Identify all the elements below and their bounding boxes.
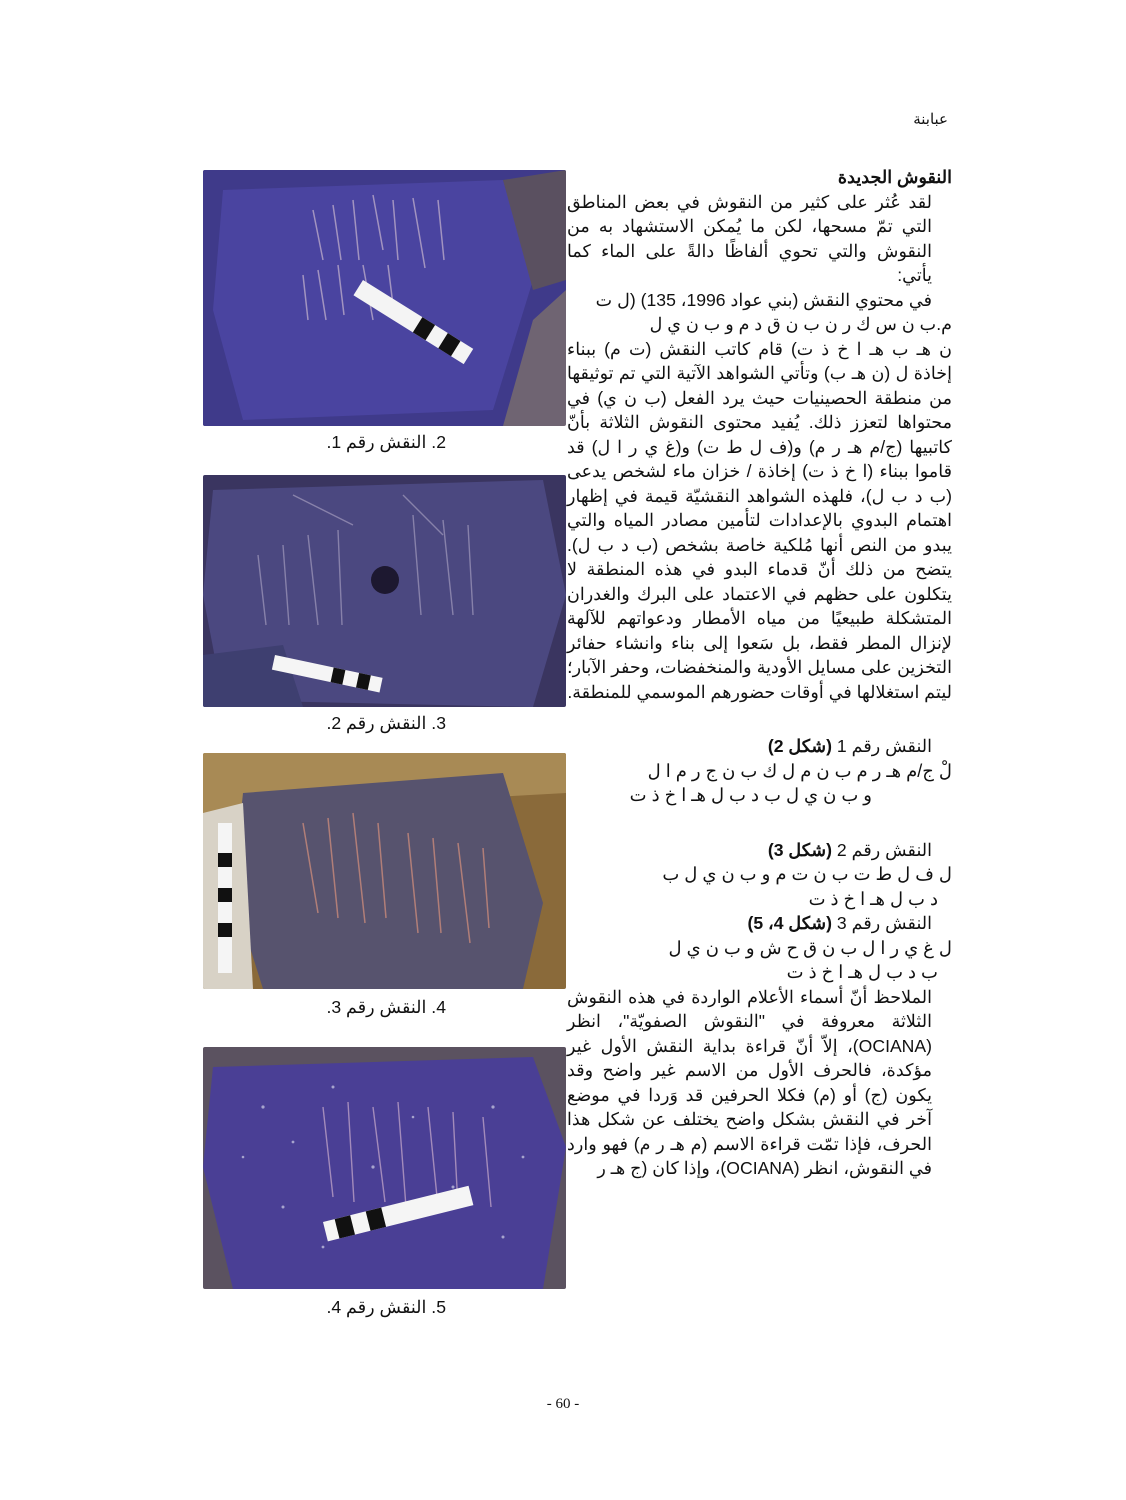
inscription-3-heading: النقش رقم 3 (شكل 4، 5): [747, 913, 932, 933]
closing-paragraph: الملاحظ أنّ أسماء الأعلام الواردة في هذه النقوش الثلاثة معروفة في "النقوش الصفويّة"، انظر (OCIANA)، إلاّ أنّ قراءة بداية النقش الأول غير مؤكدة، فالحرف الأول من الاسم غير واضح وقد يكون (ج) أو (م) فكلا الحرفين قد وَردا في موضع آخر في النقش بشكل واضح يختلف عن شكل هذا الحرف، فإذا تمّت قراءة الاسم (م هـ ر م) فهو وارد في النقوش، انظر (OCIANA)، وإذا كان (ج هـ ر: [567, 986, 932, 1178]
figure-photo-4: [203, 1047, 566, 1289]
section-title: النقوش الجديدة: [837, 167, 952, 187]
figure-photo-3: [203, 753, 566, 989]
paragraph-2-start: في محتوي النقش (بني عواد 1996، 135) (ل ت: [595, 289, 932, 310]
figure-caption-1: 2. النقش رقم 1.: [326, 432, 446, 452]
article-text-column: [567, 165, 952, 1181]
inscription-3-line-1: ل غ ي ر ا ل ب ن ق ح ش و ب ن ي ل: [668, 937, 952, 958]
running-header-author: عبابنة: [913, 111, 948, 128]
inscription-1-heading: النقش رقم 1 (شكل 2): [767, 736, 932, 756]
inscription-3-line-2: ب د ب ل هـ ا خ ذ ت: [786, 962, 938, 982]
intro-paragraph: لقد عُثر على كثير من النقوش في بعض المناطق التي تمّ مسحها، لكن ما يُمكن الاستشهاد به من النقوش والتي تحوي ألفاظًا دالةً على الماء كما يأتي:: [567, 191, 932, 285]
figure-caption-2: 3. النقش رقم 2.: [326, 713, 446, 733]
inscription-2-heading: النقش رقم 2 (شكل 3): [767, 839, 932, 860]
figure-caption-4: 5. النقش رقم 4.: [326, 1297, 446, 1317]
figure-caption-3: 4. النقش رقم 3.: [326, 997, 446, 1017]
paragraph-2-inscription: م.ب ن س ك ر ن ب ن ق د م و ب ن ي ل: [649, 314, 952, 334]
inscription-1-line-2: و ب ن ي ل ب د ب ل هـ ا خ ذ ت: [629, 785, 872, 805]
inscription-2-line-2: د ب ل هـ ا خ ذ ت: [808, 888, 938, 909]
paragraph-2-body: ن هـ ب هـ ا خ ذ ت) قام كاتب النقش (ت م) ببناء إخاذة ل (ن هـ ب) وتأتي الشواهد الآتية التي تم توثيقها من منطقة الحصينيات حيث يرد الفعل (ب ن ي) في محتواها لتعزز ذلك. يُفيد محتوى النقوش الثلاثة بأنّ كاتبيها (ج/م هـ ر م) و(ف ل ط ت) و(غ ي ر ا ل) قد قاموا ببناء (ا خ ذ ت) إخاذة / خزان ماء لشخص يدعى (ب د ب ل)، فلهذه الشواهد النقشيّة قيمة في إظهار اهتمام البدوي بالإعدادات لتأمين مصادر المياه والتي يبدو من النص أنها مُلكية خاصة بشخص (ب د ب ل). يتضح من ذلك أنّ قدماء البدو في هذه المنطقة لا يتكلون على حظهم في الاعتماد على البرك والغدران المتشكلة طبيعيًا من مياه الأمطار ودعواتهم للآلهة لإنزال المطر فقط، بل سَعوا إلى بناء وانشاء حفائر التخزين على مسايل الأودية والمنخفضات، وحفر الآبار؛ ليتم استغلالها في أوقات حضورهم الموسمي للمنطقة.: [567, 338, 952, 702]
page-number: - 60 -: [546, 1396, 580, 1412]
figure-photo-1: [203, 170, 566, 426]
inscription-2-line-1: ل ف ل ط ت ب ن ت م و ب ن ي ل ب: [662, 864, 952, 884]
figure-photo-2: [203, 475, 566, 707]
inscription-1-line-1: لْ ج/م هـ ر م ب ن م ل ك ب ن ج ر م ا ل: [647, 760, 952, 781]
